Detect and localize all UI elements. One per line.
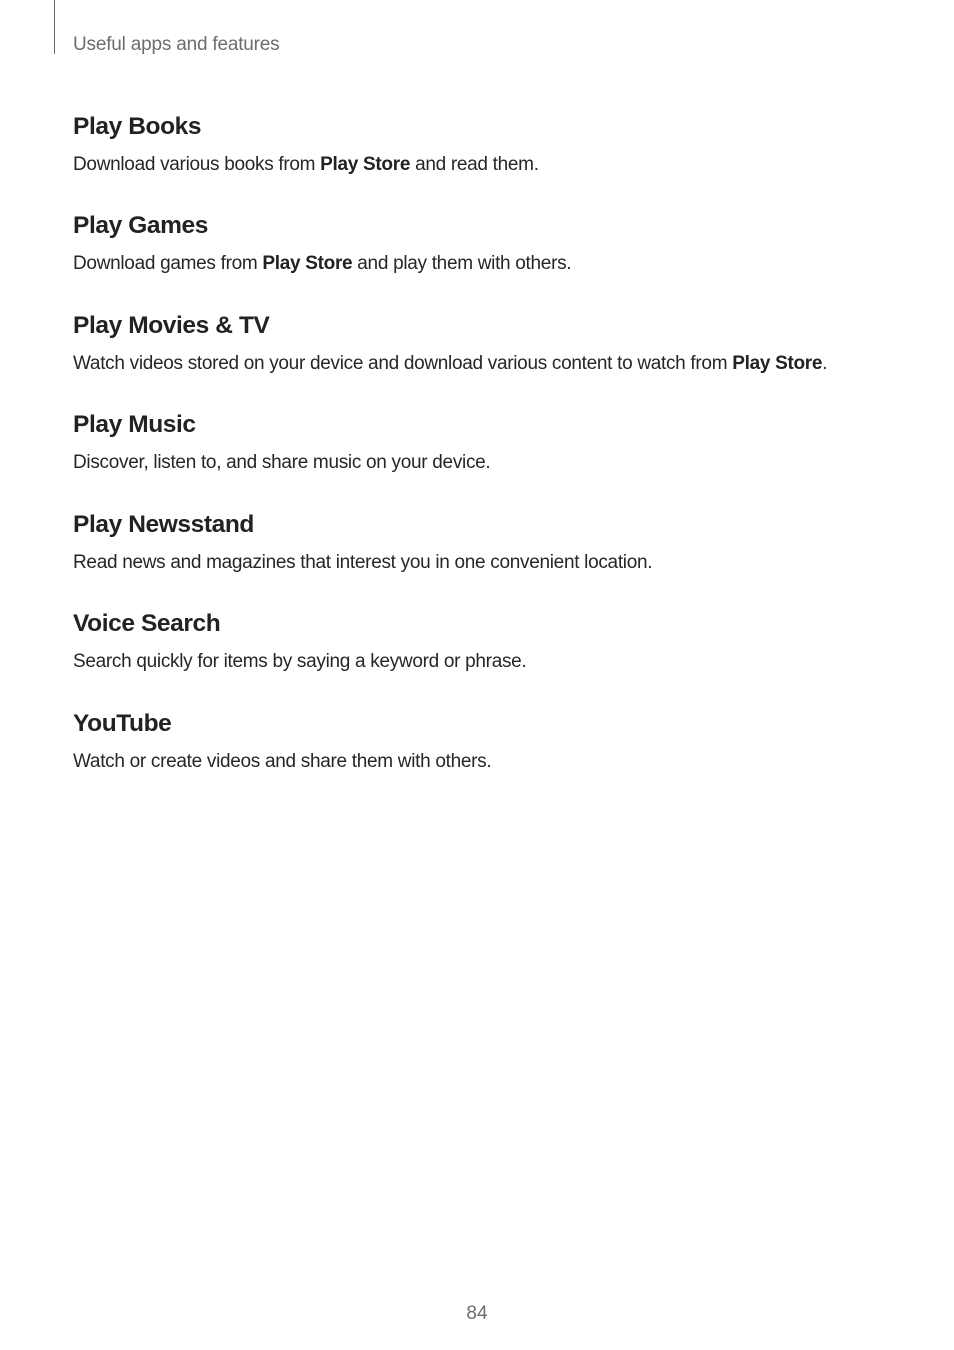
play-store-reference: Play Store [320, 154, 411, 175]
section-description [73, 153, 539, 177]
description-text: and play them with others. [352, 253, 572, 274]
section-play-games [73, 211, 933, 274]
margin-rule [54, 0, 55, 54]
section-title: Play Books [73, 113, 202, 140]
section-description [73, 252, 571, 276]
page-number: 84 [466, 1303, 488, 1324]
section-title: Play Newsstand [73, 511, 254, 538]
section-play-movies-tv [73, 311, 933, 374]
section-title: YouTube [73, 710, 172, 737]
section-description: Read news and magazines that interest you in one convenient location. [73, 552, 653, 573]
section-play-music [73, 410, 933, 473]
section-title: Voice Search [73, 610, 221, 637]
description-text: Download games from [73, 253, 263, 274]
description-text: Watch videos stored on your device and download various content to watch from [73, 353, 733, 374]
description-text: Download various books from [73, 154, 321, 175]
section-description: Discover, listen to, and share music on your device. [73, 452, 491, 473]
section-youtube [73, 709, 933, 772]
section-title: Play Games [73, 212, 208, 239]
section-description: Watch or create videos and share them with others. [73, 751, 492, 772]
running-header: Useful apps and features [73, 34, 280, 55]
description-text: and read them. [410, 154, 539, 175]
section-title: Play Movies & TV [73, 312, 270, 339]
description-text: . [822, 353, 828, 374]
play-store-reference: Play Store [732, 353, 823, 374]
section-description: Search quickly for items by saying a keyword or phrase. [73, 651, 527, 672]
section-description [73, 352, 827, 376]
section-play-books [73, 112, 933, 175]
section-title: Play Music [73, 411, 196, 438]
section-voice-search [73, 609, 933, 672]
play-store-reference: Play Store [262, 253, 353, 274]
section-play-newsstand [73, 510, 933, 573]
